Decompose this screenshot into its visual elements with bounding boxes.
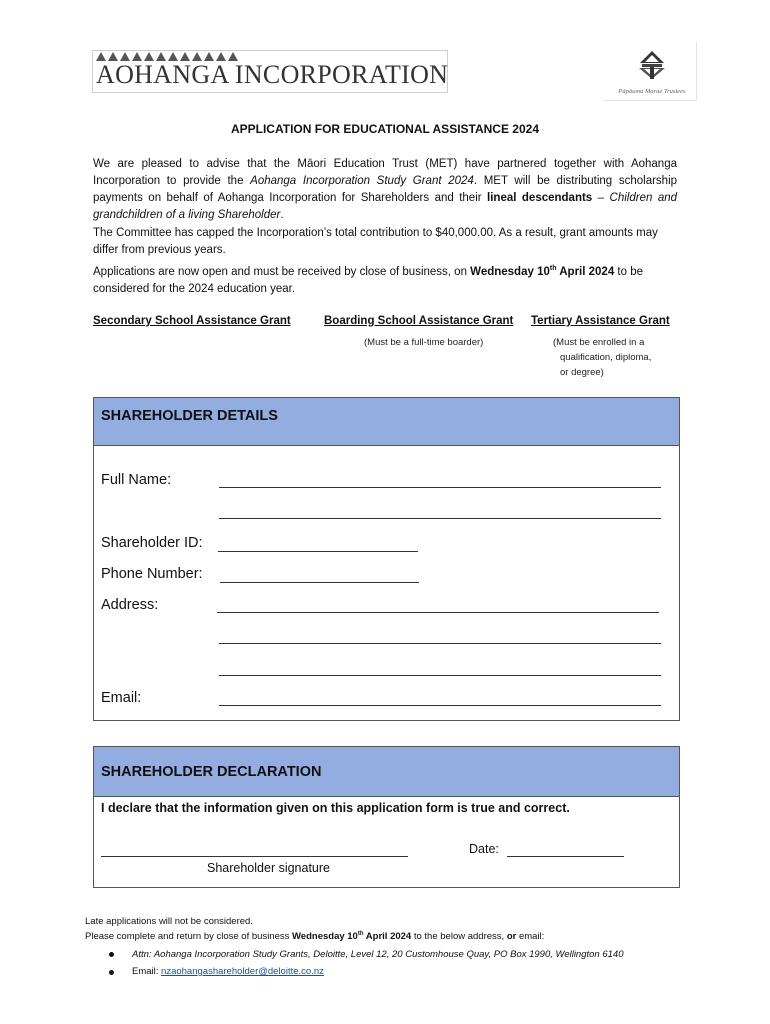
phone-label: Phone Number: (101, 566, 203, 582)
grant-tertiary-note-2: qualification, diploma, (560, 352, 652, 363)
signature-line[interactable] (101, 856, 408, 857)
grant-boarding: Boarding School Assistance Grant (324, 315, 514, 327)
address-line-3[interactable] (219, 675, 661, 676)
grant-tertiary-note-1: (Must be enrolled in a (553, 337, 645, 348)
page-title: APPLICATION FOR EDUCATIONAL ASSISTANCE 2024 (230, 122, 540, 136)
email-label: Email: (101, 690, 142, 706)
full-name-line-1[interactable] (219, 487, 661, 488)
company-logo-text: AOHANGA INCORPORATION (96, 60, 449, 89)
full-name-line-2[interactable] (219, 518, 661, 519)
address-line-2[interactable] (219, 643, 661, 644)
intro-paragraph: We are pleased to advise that the Māori Education Trust (MET) have partnered together with Aohanga Incorporation to provide the Aohanga Incorporation Study Grant 2024. MET will be distributing scholarship payments on behalf of Aohanga Incorporation for Shareholders and their lineal descendants – Children and grandchildren of a living Shareholder. (93, 158, 678, 221)
postal-address: Attn: Aohanga Incorporation Study Grants, Deloitte, Level 12, 20 Customhouse Quay, PO Box 1990, Wellington 6140 (132, 949, 624, 960)
late-notice: Late applications will not be considered. (85, 916, 253, 927)
declaration-title: SHAREHOLDER DECLARATION (101, 764, 322, 780)
grant-secondary: Secondary School Assistance Grant (93, 315, 291, 327)
grant-boarding-note: (Must be a full-time boarder) (364, 337, 484, 348)
return-instructions: Please complete and return by close of business Wednesday 10th April 2024 to the below address, or email: (85, 931, 545, 943)
email-link[interactable]: nzaohangashareholder@deloitte.co.nz (161, 966, 324, 977)
grant-tertiary: Tertiary Assistance Grant (531, 315, 670, 327)
date-label: Date: (469, 842, 499, 856)
signature-label: Shareholder signature (207, 861, 330, 875)
bullet-icon (109, 970, 114, 975)
date-line[interactable] (507, 856, 624, 857)
deadline-paragraph: Applications are now open and must be received by close of business, on Wednesday 10th April 2024 to be considered for the 2024 education year. (93, 265, 643, 295)
address-label: Address: (101, 597, 159, 613)
grant-tertiary-note-3: or degree) (560, 367, 604, 378)
marae-emblem-icon (631, 49, 673, 83)
email-line[interactable] (219, 705, 661, 706)
full-name-label: Full Name: (101, 472, 172, 488)
shareholder-id-label: Shareholder ID: (101, 535, 203, 551)
shareholder-id-line[interactable] (218, 551, 418, 552)
trust-name: Pāpāuma Marae Trustees (618, 88, 686, 95)
bullet-icon (109, 952, 114, 957)
declaration-statement: I declare that the information given on this application form is true and correct. (101, 801, 570, 815)
phone-line[interactable] (220, 582, 419, 583)
shareholder-details-title: SHAREHOLDER DETAILS (101, 408, 278, 424)
email-contact: Email: nzaohangashareholder@deloitte.co.nz (132, 966, 324, 977)
cap-paragraph: The Committee has capped the Incorporation’s total contribution to $40,000.00. As a result, grant amounts may differ from previous years. (93, 227, 658, 256)
address-line-1[interactable] (217, 612, 659, 613)
